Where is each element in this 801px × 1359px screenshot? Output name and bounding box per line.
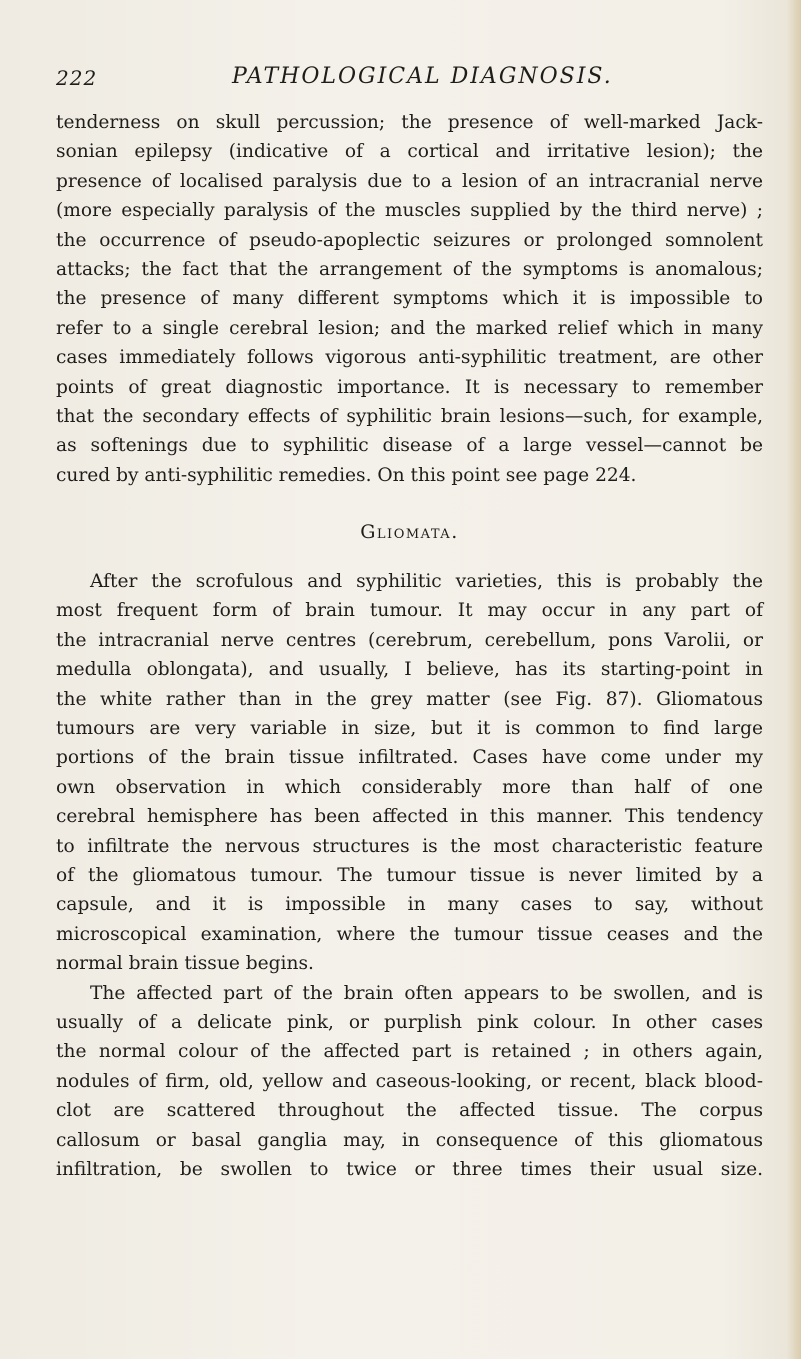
text-line: usually of a delicate pink, or purplish pink colour. In other cases: [56, 1011, 763, 1033]
paragraph-continuation: [56, 108, 763, 490]
text-line: the intracranial nerve centres (cerebrum, cerebellum, pons Varolii, or: [56, 629, 763, 651]
text-line: the presence of many different symptoms which it is impossible to: [56, 288, 763, 310]
text-line: cerebral hemisphere has been affected in this manner. This tendency: [56, 806, 763, 828]
text-line: medulla oblongata), and usually, I believe, has its starting-point in: [56, 659, 763, 681]
text-line: tumours are very variable in size, but it is common to find large: [56, 718, 763, 740]
text-line: the white rather than in the grey matter (see Fig. 87). Gliomatous: [56, 688, 763, 710]
text-line: After the scrofulous and syphilitic varieties, this is probably the: [90, 571, 763, 593]
text-line: portions of the brain tissue infiltrated. Cases have come under my: [56, 747, 763, 769]
text-line: normal brain tissue begins.: [56, 953, 314, 975]
text-line: own observation in which considerably more than half of one: [56, 776, 763, 798]
text-line: infiltration, be swollen to twice or three times their usual size.: [56, 1158, 763, 1180]
running-head: [56, 62, 756, 98]
running-title: PATHOLOGICAL DIAGNOSIS.: [232, 64, 613, 89]
paragraph-gliomata-intro: [56, 567, 763, 978]
text-line: sonian epilepsy (indicative of a cortical and irritative lesion); the: [56, 141, 763, 163]
text-line: to infiltrate the nervous structures is the most characteristic feature: [56, 835, 763, 857]
text-line: clot are scattered throughout the affected tissue. The corpus: [56, 1100, 763, 1122]
text-line: presence of localised paralysis due to a lesion of an intracranial nerve: [56, 170, 763, 192]
section-heading: Gliomata.: [360, 521, 459, 544]
text-line: attacks; the fact that the arrangement of the symptoms is anomalous;: [56, 258, 763, 280]
text-line: points of great diagnostic importance. It is necessary to remember: [56, 376, 763, 398]
text-line: as softenings due to syphilitic disease of a large vessel—cannot be: [56, 435, 763, 457]
text-line: nodules of firm, old, yellow and caseous-looking, or recent, black blood-: [56, 1070, 763, 1092]
paragraph-affected-part: [56, 979, 763, 1185]
text-line: tenderness on skull percussion; the presence of well-marked Jack-: [56, 112, 763, 133]
page-number: 222: [56, 66, 98, 90]
text-line: microscopical examination, where the tumour tissue ceases and the: [56, 923, 763, 945]
text-line: refer to a single cerebral lesion; and the marked relief which in many: [56, 317, 763, 339]
text-line: cases immediately follows vigorous anti-syphilitic treatment, are other: [56, 347, 763, 369]
text-line: (more especially paralysis of the muscles supplied by the third nerve) ;: [56, 200, 763, 222]
text-line: most frequent form of brain tumour. It may occur in any part of: [56, 600, 763, 622]
text-line: callosum or basal ganglia may, in consequence of this gliomatous: [56, 1129, 763, 1151]
text-line: capsule, and it is impossible in many cases to say, without: [56, 894, 763, 916]
body-text: [56, 108, 763, 1184]
text-line: the occurrence of pseudo-apoplectic seizures or prolonged somnolent: [56, 229, 763, 251]
text-line: that the secondary effects of syphilitic brain lesions—such, for example,: [56, 405, 763, 427]
text-line: the normal colour of the affected part is retained ; in others again,: [56, 1041, 763, 1063]
page-edge-shadow: [787, 0, 801, 1359]
text-line: The affected part of the brain often appears to be swollen, and is: [90, 982, 763, 1004]
text-line: cured by anti-syphilitic remedies. On this point see page 224.: [56, 464, 637, 486]
text-line: of the gliomatous tumour. The tumour tissue is never limited by a: [56, 864, 763, 886]
